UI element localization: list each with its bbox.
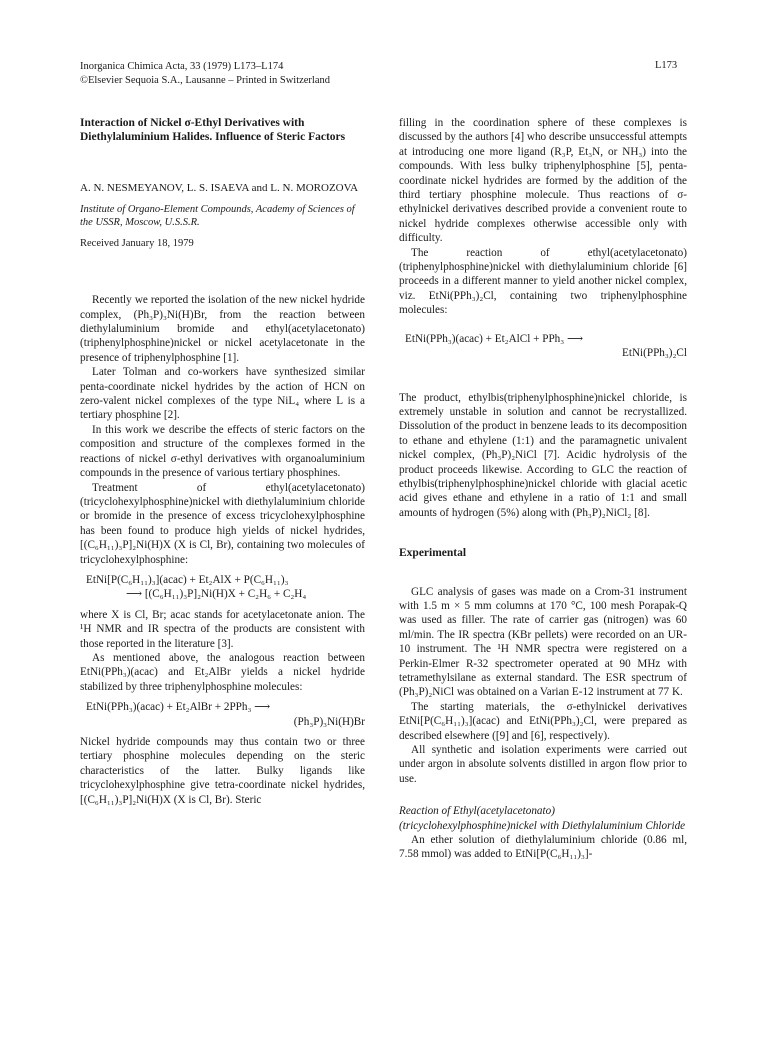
section-heading: Experimental bbox=[399, 547, 467, 560]
paragraph: As mentioned above, the analogous reaction between EtNi(PPh₃)(acac) and Et₂AlBr yields a nickel hydride stabilized by three triphenylphosphine molecules: bbox=[80, 651, 365, 693]
paragraph: The reaction of ethyl(acetylacetonato)(triphenylphosphine)nickel with diethylaluminium chloride [6] proceeds in a different manner to yield another nickel complex, viz. EtNi(PPh₃)₂Cl, containing two triphenylphosphine molecules: bbox=[399, 246, 687, 317]
page-header bbox=[80, 60, 330, 88]
equation-line: EtNi(PPh₃)(acac) + Et₂AlCl + PPh₃ ⟶ bbox=[405, 332, 584, 345]
paragraph: The starting materials, the σ-ethylnickel derivatives EtNi[P(C₆H₁₁)₃](acac) and EtNi(PPh₃)₂Cl, were prepared as described elsewhere ([9] and [6], respectively). bbox=[399, 700, 687, 742]
equation-line: ⟶ [(C₆H₁₁)₃P]₂Ni(H)X + C₂H₆ + C₂H₄ bbox=[126, 588, 307, 601]
left-column bbox=[80, 116, 365, 807]
received-date: Received January 18, 1979 bbox=[80, 237, 194, 249]
paragraph: GLC analysis of gases was made on a Crom-31 instrument with 1.5 m × 5 mm columns at 170 °C, 100 mesh Porapak-Q was used as filler. The rate of carrier gas (nitrogen) was 60 ml/min. The IR spectra (KBr pellets) were recorded on an UR-10 instrument. The ¹H NMR spectra were registered on a Perkin-Elmer R-32 spectrometer operated at 90 MHz with tetramethylsilane as external standard. The ESR spectrum of (Ph₃P)₂NiCl was obtained on a Varian E-12 instrument at 77 K. bbox=[399, 585, 687, 699]
equation-line: EtNi(PPh₃)(acac) + Et₂AlBr + 2PPh₃ ⟶ bbox=[86, 701, 271, 714]
paragraph: All synthetic and isolation experiments were carried out under argon in absolute solvents distilled in argon flow prior to use. bbox=[399, 744, 687, 785]
paragraph: Treatment of ethyl(acetylacetonato)(tricyclohexylphosphine)nickel with diethylaluminium chloride or bromide in the presence of excess tricyclohexylphosphine has been found to produce high yields of nickel hydrides, [(C₆H₁₁)₃P]₂Ni(H)X (X is Cl, Br), containing two molecules of tricyclohexylphosphine: bbox=[80, 481, 365, 566]
paragraph: The product, ethylbis(triphenylphosphine)nickel chloride, is extremely unstable in solution and cannot be recrystallized. Dissolution of the product in benzene leads to its decomposition to ethane and ethylene (1:1) and the paramagnetic univalent nickel complex, (Ph₃P)₂NiCl [7]. Acidic hydrolysis of the product proceeds likewise. According to GLC the reaction of ethylbis(triphenylphosphine)nickel chloride with glacial acetic acid gives ethane and ethylene in a ratio of 1:1 and small amounts of hydrogen (5%) along with (Ph₃P)₂NiCl₂ [8]. bbox=[399, 391, 687, 519]
paragraph: Recently we reported the isolation of the new nickel hydride complex, (Ph₃P)₃Ni(H)Br, from the reaction between diethylaluminium bromide and ethyl(acetylacetonato)(triphenylphosphine)nickel or nickel acetylacetonate in the presence of triphenylphosphine [1]. bbox=[80, 294, 365, 364]
page-number: L173 bbox=[655, 60, 678, 71]
author-affiliation: Institute of Organo-Element Compounds, Academy of Sciences of the USSR, Moscow, U.S.S.R. bbox=[80, 203, 355, 228]
equation bbox=[86, 573, 365, 602]
article-title: Interaction of Nickel σ-Ethyl Derivatives with Diethylaluminium Halides. Influence of Steric Factors bbox=[80, 117, 346, 144]
paragraph: Nickel hydride compounds may thus contain two or three tertiary phosphine molecules depending on the steric characteristics of the latter. Bulky ligands like tricyclohexylphosphine give tetra-coordinate nickel hydrides, [(C₆H₁₁)₃P]₂Ni(H)X (X is Cl, Br). Steric bbox=[80, 736, 365, 806]
journal-citation: Inorganica Chimica Acta, 33 (1979) L173–L174 bbox=[80, 61, 284, 72]
article-authors: A. N. NESMEYANOV, L. S. ISAEVA and L. N. MOROZOVA bbox=[80, 181, 359, 194]
paragraph: In this work we describe the effects of steric factors on the composition and structure of the complexes formed in the reactions of nickel σ-ethyl derivatives with organoaluminium compounds in the presence of various tertiary phosphines. bbox=[80, 423, 365, 480]
equation-line: EtNi[P(C₆H₁₁)₃](acac) + Et₂AlX + P(C₆H₁₁)₃ bbox=[86, 573, 289, 586]
equation bbox=[405, 332, 687, 361]
subsection-heading: Reaction of Ethyl(acetylacetonato)(tricyclohexylphosphine)nickel with Diethylaluminium Chloride bbox=[399, 805, 686, 832]
paragraph: Later Tolman and co-workers have synthesized similar penta-coordinate nickel hydrides by the action of HCN on zero-valent nickel complexes of the type NiL₄ where L is a tertiary phosphine [2]. bbox=[80, 366, 365, 422]
right-column bbox=[399, 116, 687, 862]
equation-line: (Ph₃P)₃Ni(H)Br bbox=[293, 715, 365, 728]
paragraph: An ether solution of diethylaluminium chloride (0.86 ml, 7.58 mmol) was added to EtNi[P(C₆H₁₁)₃]- bbox=[399, 834, 687, 861]
equation-line: EtNi(PPh₃)₂Cl bbox=[622, 347, 687, 360]
publisher-line: ©Elsevier Sequoia S.A., Lausanne – Printed in Switzerland bbox=[80, 75, 331, 86]
paragraph: where X is Cl, Br; acac stands for acetylacetonate anion. The ¹H NMR and IR spectra of the products are consistent with those reported in the literature [3]. bbox=[80, 608, 365, 650]
paragraph: filling in the coordination sphere of these complexes is discussed by the authors [4] who describe unsuccessful attempts at introducing one more ligand (R₃P, Et₃N, or NH₃) into the compounds. With less bulky triphenylphosphine [5], penta-coordinate nickel hydrides are formed by the addition of the third tertiary phosphine molecule. Thus reactions of σ-ethylnickel derivatives described provide a convenient route to nickel hydride complexes otherwise accessible only with difficulty. bbox=[399, 117, 687, 245]
equation bbox=[86, 700, 365, 729]
